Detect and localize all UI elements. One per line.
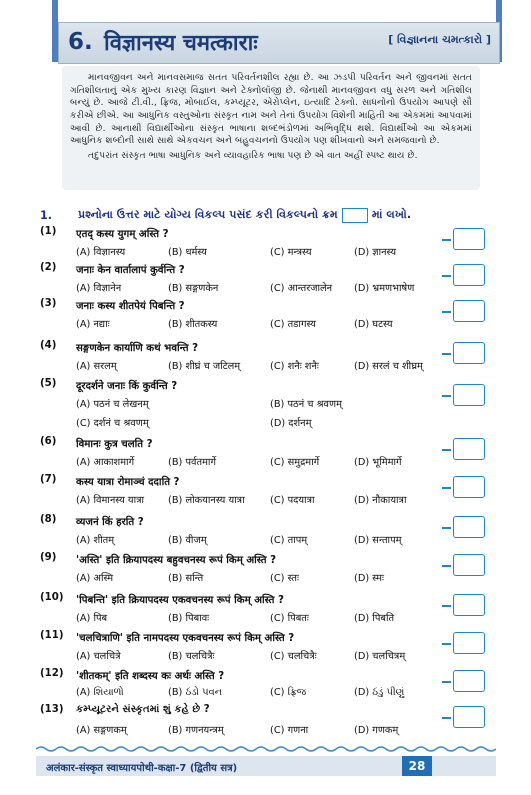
chapter-number: 6. [68,29,93,55]
page-number: 28 [402,756,432,776]
question-number: (12) [40,668,64,679]
question-text: 'अस्ति' इति क्रियापदस्य बहुवचनस्य रूपं किम् अस्ति ? [76,555,277,566]
option-d: (D) भ्रमणभाषेण [354,283,415,294]
question-text: 'चलचित्राणि' इति नामपदस्य एकवचनस्य रूपं किम् अस्ति ? [76,633,295,644]
answer-box-connector [442,449,451,451]
option-c: (C) शनैः शनैः [270,361,319,372]
instruction-text-before: પ્રશ્નોના ઉત્તર માટે યોગ્ય વિકલ્પ પસંદ કરી વિકલ્પનો ક્રમ [78,208,338,221]
option-c: (C) गणना [270,725,309,736]
option-d: (D) भूमिमार्गे [354,457,402,468]
question-text: विमानः कुत्र चलति ? [76,439,153,450]
question-number: (2) [40,262,57,273]
answer-box[interactable] [453,228,485,250]
option-d: (D) चलचित्रम् [354,651,406,662]
question-number: (11) [40,630,64,641]
option-d: (D) पिबति [354,613,395,624]
option-c: (C) तडागस्य [270,319,316,330]
option-d: (D) ज्ञानस्य [354,247,397,258]
answer-box-connector [442,605,451,607]
option-d: (D) घटस्य [354,319,393,330]
option-b: (B) धर्मस्य [168,247,207,258]
answer-box-connector [442,239,451,241]
option-c: (C) ફ્રિજ [270,687,307,698]
answer-box[interactable] [453,706,485,728]
option-d: (D) गणकम् [354,725,399,736]
option-a: (A) विज्ञानस्य [76,247,126,258]
question-number: (3) [40,298,57,309]
question-number: (7) [40,474,57,485]
answer-box-connector [442,353,451,355]
question-text: एतद् कस्य युगम् अस्ति ? [76,229,169,240]
answer-box[interactable] [453,554,485,576]
option-a: (A) पिब [76,613,108,624]
option-c: (C) पिबतः [270,613,309,624]
answer-box-connector [442,527,451,529]
answer-box[interactable] [453,516,485,538]
question-number: (6) [40,436,57,447]
option-b: (B) सङ्गणकेन [168,283,219,294]
option-d: (D) सन्तापम् [354,535,402,546]
option-c: (C) मन्त्रस्य [270,247,312,258]
instruction-text-after: માં લખો. [371,208,412,221]
option-b: (B) लोकयानस्य यात्रा [168,495,245,506]
footer-wave-decoration [36,745,496,753]
answer-box-connector [442,565,451,567]
option-b: (B) पर्वतमार्गे [168,457,216,468]
option-a: (A) आकाशमार्गे [76,457,135,468]
question-text: कस्य यात्रा रोमाञ्चं ददाति ? [76,477,180,488]
question-text: 'शीतकम्' इति शब्दस्य कः अर्थः अस्ति ? [76,671,225,682]
answer-box-connector [442,681,451,683]
answer-box-connector [442,643,451,645]
answer-box-connector [442,275,451,277]
option-a: (A) सरलम् [76,361,117,372]
option-c: (C) पदयात्रा [270,495,315,506]
question-text: दूरदर्शने जनाः किं कुर्वन्ति ? [76,381,178,392]
option-a: (A) विज्ञानेन [76,283,122,294]
question-text: કમ્પ્યૂટરને સંસ્કૃતમાં શું કહે છે ? [76,704,210,715]
question-text: सङ्गणकेन कार्याणि कथं भवन्ति ? [76,343,199,354]
option-a: (A) पठनं च लेखनम् [76,399,149,410]
answer-box-sample [342,208,368,223]
intro-box [62,66,480,190]
answer-box[interactable] [453,594,485,616]
option-d: (D) स्मः [354,573,384,584]
answer-box[interactable] [453,264,485,286]
option-a: (A) શિયાળો [76,687,124,698]
option-a: (A) विमानस्य यात्रा [76,495,145,506]
question-text: व्यजनं किं हरति ? [76,517,144,528]
answer-box[interactable] [453,342,485,364]
answer-box-connector [442,311,451,313]
question-text: जनाः कस्य शीतपेयं पिबन्ति ? [76,301,185,312]
answer-box[interactable] [453,670,485,692]
option-b: (B) पिबावः [168,613,210,624]
option-c: (C) तापम् [270,535,308,546]
answer-box[interactable] [453,476,485,498]
question-text: जनाः केन वार्तालापं कुर्वन्ति ? [76,265,185,276]
exercise-instruction [40,207,490,223]
option-d: (D) दर्शनम् [270,418,312,429]
chapter-title: विज्ञानस्य चमत्काराः [104,31,258,56]
option-a: (A) सङ्गणकम् [76,725,127,736]
option-a: (A) चलचित्रे [76,651,121,662]
answer-box-connector [442,487,451,489]
question-number: (10) [40,592,64,603]
question-number: (13) [40,704,64,715]
option-b: (B) चलचित्रैः [168,651,215,662]
option-b: (B) ઠંડો પવન [168,687,222,698]
answer-box-connector [442,395,451,397]
question-number: (4) [40,340,57,351]
option-a: (A) नद्याः [76,319,110,330]
option-b: (B) सन्ति [168,573,204,584]
option-c: (C) समुद्रमार्गे [270,457,320,468]
question-number: (9) [40,552,57,563]
question-text: 'पिबन्ति' इति क्रियापदस्य एकवचनस्य रूपं किम् अस्ति ? [76,595,284,606]
question-number: (5) [40,378,57,389]
intro-paragraph-1: માનવજીવન અને માનવસમાજ સતત પરિવર્તનશીલ રહ્યા છે. આ ઝડપી પરિવર્તન અને જીવનમાં સતત ગતિશીલતાનું એક મુખ્ય કારણ વિજ્ઞાન અને ટેક્નોલૉજી છે. જેનાથી માનવજીવન વધુ સરળ અને ગતિશીલ બન્યું છે. આજે ટી.વી., ફ્રિજ, મોબાઈલ, કમ્પ્યૂટર, એરોપ્લેન, ઇત્યાદિ ટેક્નો. સાધનોનો ઉપયોગ આપણે સૌ કરીએ છીએ. આ આધુનિક વસ્તુઓના સંસ્કૃત નામ અને તેનાં ઉપયોગ વિશેની માહિતી આ એકમમાં આપવામાં આવી છે. આનાથી વિદ્યાર્થીઓના સંસ્કૃત ભાષાના શબ્દભંડોળમાં અભિવૃદ્ધિ થશે. વિદ્યાર્થીઓ આ એકમમાં આધુનિક શબ્દોની સાથે સાથે એકવચન અને બહુવચનનો ઉપયોગ પણ શીખવાનો અને સમજવાનો છે. [70,72,472,147]
option-b: (B) पठनं च श्रवणम् [270,399,342,410]
option-c: (C) चलचित्रैः [270,651,317,662]
answer-box[interactable] [453,384,485,406]
option-d: (D) ઠંડું પીણું [354,687,405,698]
option-d: (D) नौकायात्रा [354,495,407,506]
footer-book-title: अलंकार-संस्कृत स्वाध्यायपोथी-कक्षा-7 (द्वितीय सत्र) [46,763,238,774]
option-c: (C) आन्तरजालेन [270,283,333,294]
answer-box[interactable] [453,438,485,460]
option-c: (C) स्तः [270,573,299,584]
option-d: (D) सरलं च शीघ्रम् [354,361,423,372]
option-b: (B) शीतकस्य [168,319,218,330]
answer-box-connector [442,717,451,719]
option-c: (C) दर्शनं च श्रवणम् [76,418,149,429]
option-b: (B) वीजम् [168,535,207,546]
chapter-subtitle: [ વિજ્ઞાનના ચમત્કારો ] [388,33,491,46]
question-number: (1) [40,226,57,237]
option-b: (B) शीघ्रं च जटिलम् [168,361,241,372]
exercise-number: 1. [40,208,53,222]
option-a: (A) अस्मि [76,573,114,584]
option-b: (B) गणनयन्त्रम् [168,725,224,736]
answer-box[interactable] [453,300,485,322]
answer-box[interactable] [453,632,485,654]
question-number: (8) [40,514,57,525]
intro-paragraph-2: તદુપરાંત સંસ્કૃત ભાષા આધુનિક અને વ્યાવહારિક ભાષા પણ છે એ વાત અહીં સ્પષ્ટ થાય છે. [88,150,418,162]
option-a: (A) शीतम् [76,535,115,546]
